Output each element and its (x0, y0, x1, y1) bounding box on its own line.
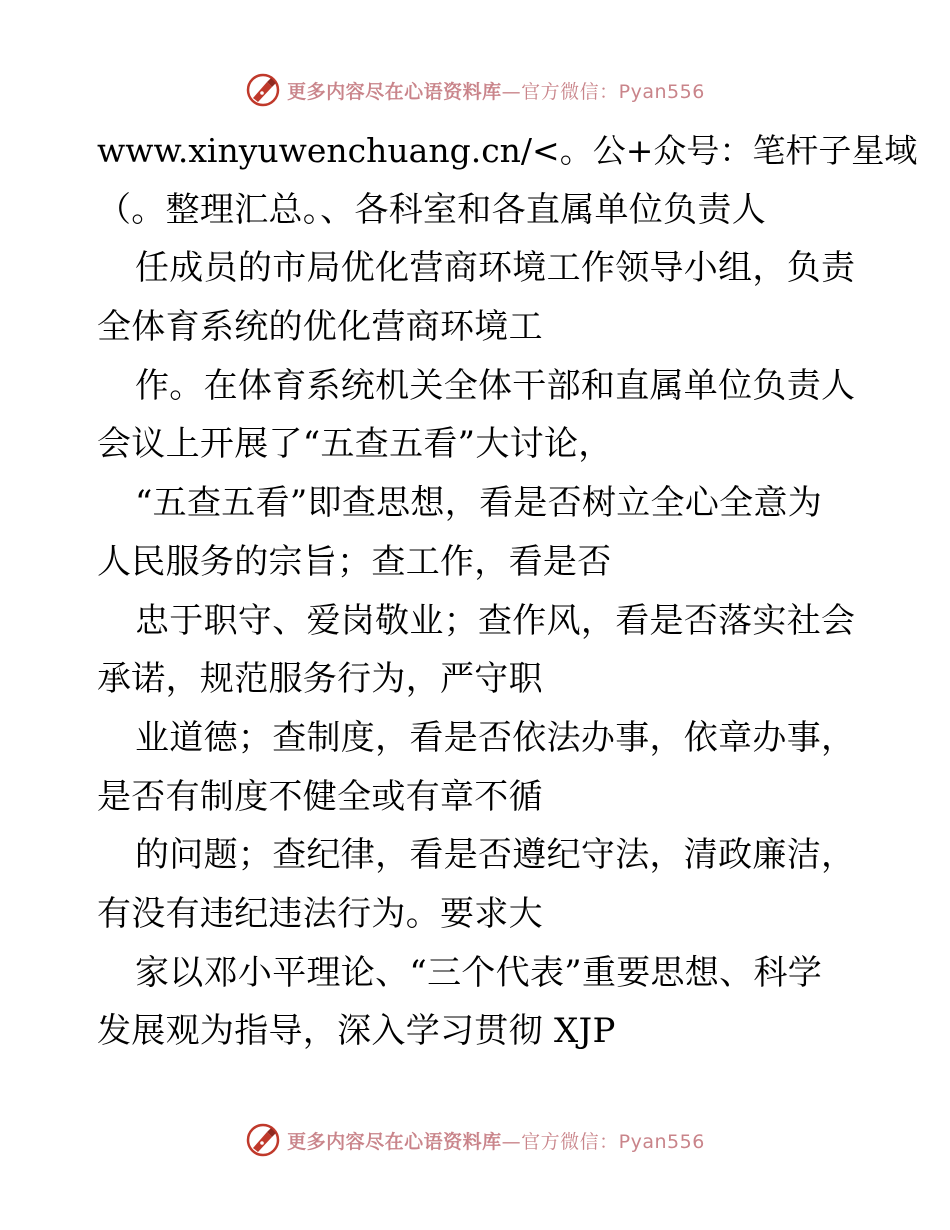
body-line: 任成员的市局优化营商环境工作领导小组，负责 (135, 248, 856, 289)
banner-text (287, 1127, 705, 1154)
banner-wechat-text: 官方微信：Pyan556 (521, 80, 705, 103)
body-line: 业道德；查制度，看是否依法办事，依章办事， (135, 717, 856, 758)
body-line: 是否有制度不健全或有章不循 (97, 776, 543, 817)
body-line: www.xinyuwenchuang.cn/<。公+众号：笔杆子星域 (97, 131, 918, 170)
document-body (97, 122, 918, 1061)
body-line: 的问题；查纪律，看是否遵纪守法，清政廉洁， (135, 835, 856, 876)
footer-banner (0, 1118, 950, 1162)
banner-dash: — (501, 1130, 522, 1153)
body-line: 承诺，规范服务行为，严守职 (97, 659, 543, 700)
banner-main-text: 更多内容尽在心语资料库 (287, 80, 502, 103)
body-line: 会议上开展了“五查五看”大讨论， (97, 424, 613, 465)
banner-dash: — (501, 80, 522, 103)
body-line: 发展观为指导，深入学习贯彻 XJP (97, 1011, 616, 1052)
body-line: “五查五看”即查思想，看是否树立全心全意为 (135, 483, 823, 524)
body-line: 忠于职守、爱岗敬业；查作风，看是否落实社会 (135, 600, 856, 641)
body-line: 全体育系统的优化营商环境工 (97, 307, 543, 348)
body-line: 家以邓小平理论、“三个代表”重要思想、科学 (135, 952, 823, 993)
body-line: （。整理汇总。、各科室和各直属单位负责人 (97, 189, 766, 230)
body-line: 人民服务的宗旨；查工作，看是否 (97, 541, 612, 582)
body-line: 作。在体育系统机关全体干部和直属单位负责人 (135, 365, 856, 406)
banner-main-text: 更多内容尽在心语资料库 (287, 1130, 502, 1153)
banner-wechat-text: 官方微信：Pyan556 (521, 1130, 705, 1153)
header-banner (0, 68, 950, 112)
pen-nib-logo-icon (245, 1122, 281, 1158)
pen-nib-logo-icon (245, 72, 281, 108)
body-line: 有没有违纪违法行为。要求大 (97, 893, 543, 934)
banner-text (287, 77, 705, 104)
